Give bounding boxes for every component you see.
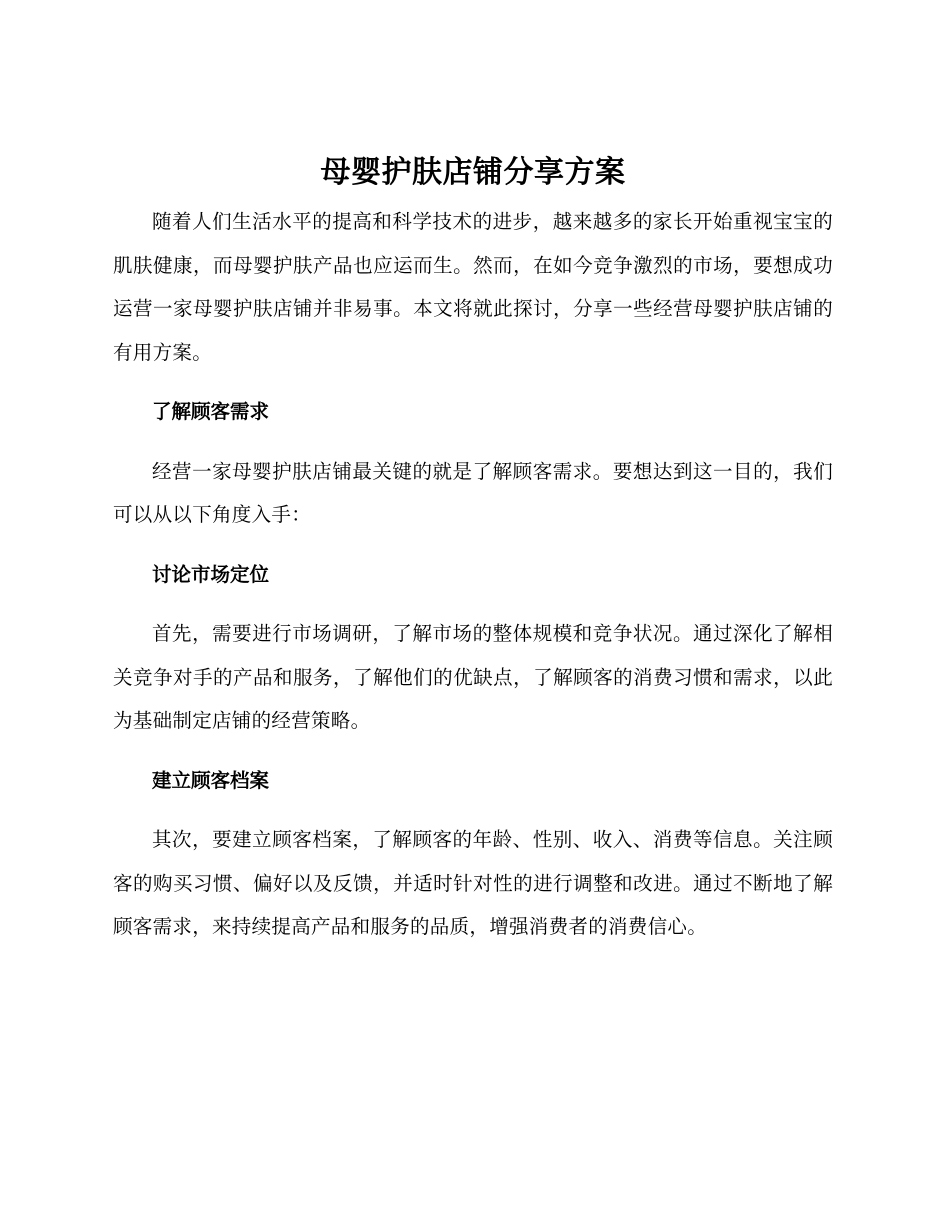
spacer xyxy=(113,596,833,612)
section-body-understand-customers: 经营一家母婴护肤店铺最关键的就是了解顾客需求。要想达到这一目的，我们可以从以下角度入手： xyxy=(113,459,833,526)
intro-paragraph: 随着人们生活水平的提高和科学技术的进步，越来越多的家长开始重视宝宝的肌肤健康，而母婴护肤产品也应运而生。然而，在如今竞争激烈的市场，要想成功运营一家母婴护肤店铺并非易事。本文将就此探讨，分享一些经营母婴护肤店铺的有用方案。 xyxy=(113,210,833,364)
section-heading-market-positioning: 讨论市场定位 xyxy=(152,562,270,586)
spacer xyxy=(113,743,833,759)
spacer xyxy=(113,537,833,553)
section-heading-customer-profiles: 建立顾客档案 xyxy=(152,768,270,792)
document-page xyxy=(113,150,833,949)
spacer xyxy=(113,802,833,818)
spacer xyxy=(113,374,833,390)
section-body-customer-profiles: 其次，要建立顾客档案，了解顾客的年龄、性别、收入、消费等信息。关注顾客的购买习惯、偏好以及反馈，并适时针对性的进行调整和改进。通过不断地了解顾客需求，来持续提高产品和服务的品质，增强消费者的消费信心。 xyxy=(113,828,833,938)
section-body-market-positioning: 首先，需要进行市场调研，了解市场的整体规模和竞争状况。通过深化了解相关竞争对手的产品和服务，了解他们的优缺点，了解顾客的消费习惯和需求，以此为基础制定店铺的经营策略。 xyxy=(113,622,833,732)
section-heading-understand-customers: 了解顾客需求 xyxy=(152,400,270,423)
document-title: 母婴护肤店铺分享方案 xyxy=(320,155,626,190)
spacer xyxy=(113,434,833,450)
